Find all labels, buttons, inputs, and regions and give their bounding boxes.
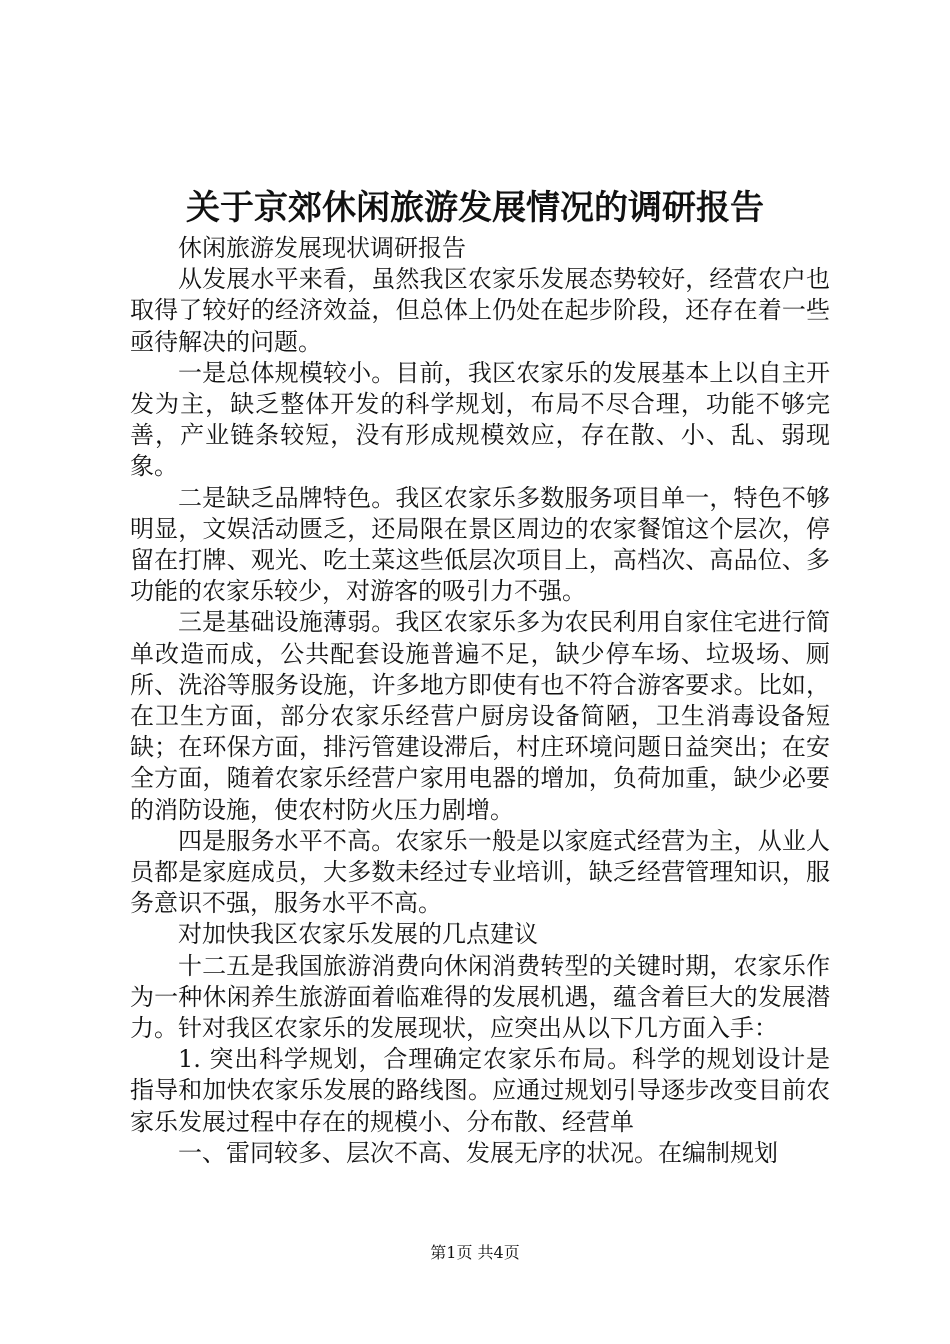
- document-title: 关于京郊休闲旅游发展情况的调研报告: [186, 188, 764, 228]
- paragraph-subtitle: 休闲旅游发展现状调研报告: [178, 234, 466, 262]
- paragraph-continuation: 一、雷同较多、层次不高、发展无序的状况。在编制规划: [178, 1138, 778, 1167]
- paragraph-suggestions-heading: 对加快我区农家乐发展的几点建议: [178, 920, 538, 949]
- paragraph-planning: 1. 突出科学规划，合理确定农家乐布局。科学的规划设计是指导和加快农家乐发展的路线图。应通过规划引导逐步改变目前农家乐发展过程中存在的规模小、分布散、经营单: [130, 1045, 830, 1136]
- paragraph-infrastructure: 三是基础设施薄弱。我区农家乐多为农民利用自家住宅进行简单改造而成，公共配套设施普遍不足，缺少停车场、垃圾场、厕所、洗浴等服务设施，许多地方即使有也不符合游客要求。比如，在卫生方面，部分农家乐经营户厨房设备简陋，卫生消毒设备短缺；在环保方面，排污管建设滞后，村庄环境问题日益突出；在安全方面，随着农家乐经营户家用电器的增加，负荷加重，缺少必要的消防设施，使农村防火压力剧增。: [130, 608, 830, 824]
- paragraph-scale: 一是总体规模较小。目前，我区农家乐的发展基本上以自主开发为主，缺乏整体开发的科学规划，布局不尽合理，功能不够完善，产业链条较短，没有形成规模效应，存在散、小、乱、弱现象。: [130, 358, 830, 481]
- paragraph-opportunity: 十二五是我国旅游消费向休闲消费转型的关键时期，农家乐作为一种休闲养生旅游面着临难得的发展机遇，蕴含着巨大的发展潜力。针对我区农家乐的发展现状，应突出从以下几方面入手：: [130, 951, 830, 1043]
- paragraph-service: 四是服务水平不高。农家乐一般是以家庭式经营为主，从业人员都是家庭成员，大多数未经过专业培训，缺乏经营管理知识，服务意识不强，服务水平不高。: [130, 826, 830, 918]
- paragraph-brand: 二是缺乏品牌特色。我区农家乐多数服务项目单一，特色不够明显，文娱活动匮乏，还局限在景区周边的农家餐馆这个层次，停留在打牌、观光、吃土菜这些低层次项目上，高档次、高品位、多功能的农家乐较少，对游客的吸引力不强。: [130, 483, 830, 606]
- paragraph-intro: 从发展水平来看，虽然我区农家乐发展态势较好，经营农户也取得了较好的经济效益，但总体上仍处在起步阶段，还存在着一些亟待解决的问题。: [130, 265, 830, 356]
- page-footer: 第1页 共4页: [430, 1243, 520, 1262]
- document-body: [130, 233, 830, 1169]
